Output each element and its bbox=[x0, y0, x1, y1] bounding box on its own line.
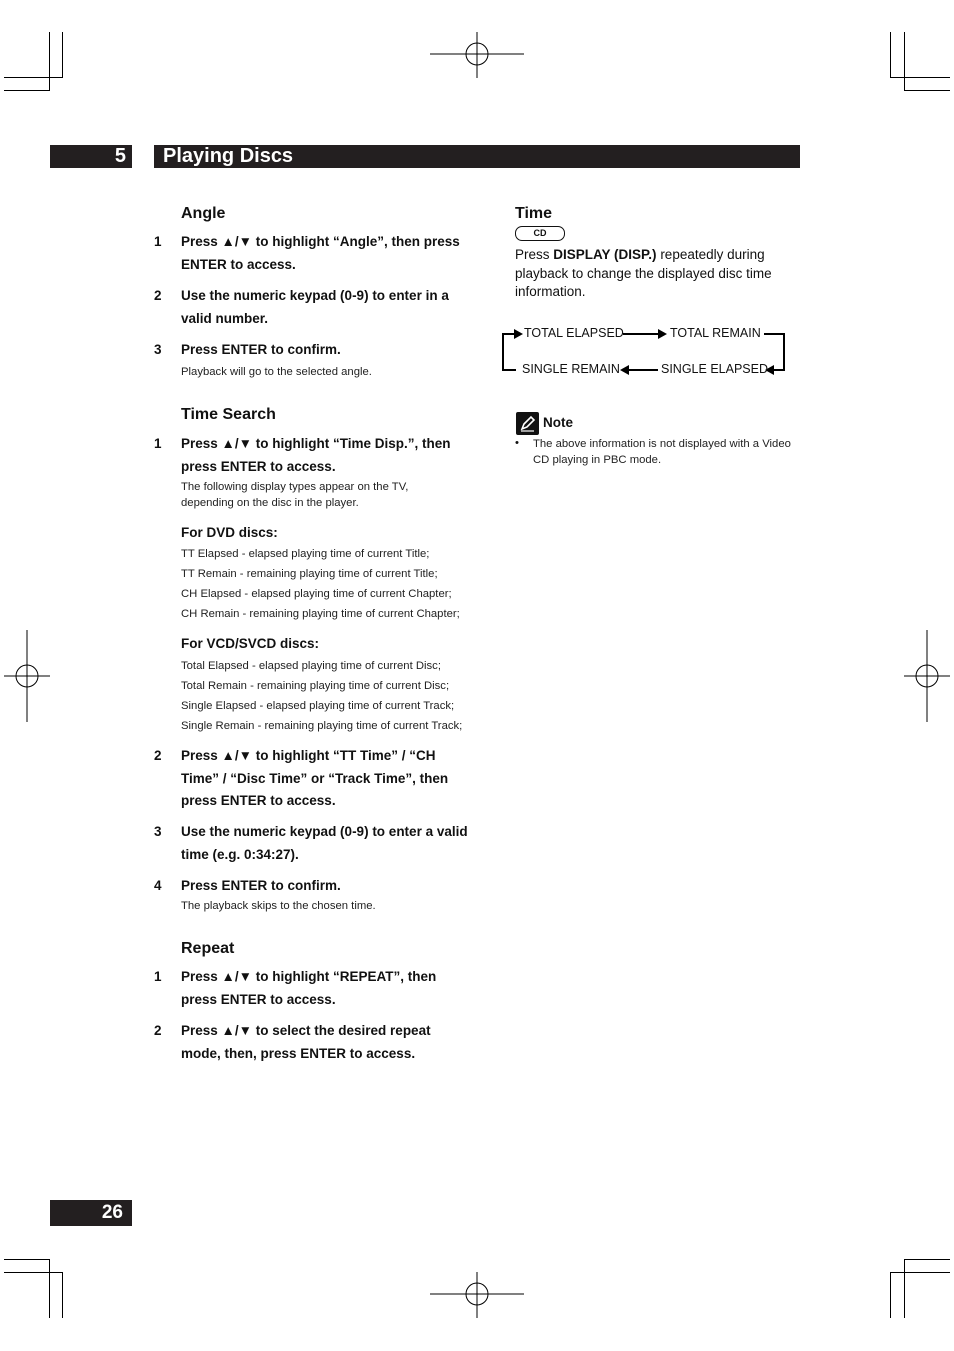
registration-mark-right bbox=[904, 630, 950, 722]
list-item: Single Remain - remaining playing time of current Track; bbox=[181, 720, 463, 732]
time-heading: Time bbox=[515, 205, 553, 222]
step-number: 1 bbox=[154, 234, 162, 249]
list-item: Total Elapsed - elapsed playing time of current Disc; bbox=[181, 660, 441, 672]
time-search-step-4-note: The playback skips to the chosen time. bbox=[181, 900, 376, 912]
list-item: CH Remain - remaining playing time of current Chapter; bbox=[181, 608, 460, 620]
vcd-display-types bbox=[181, 656, 462, 736]
chapter-title: Playing Discs bbox=[154, 145, 800, 168]
list-item: TT Remain - remaining playing time of current Title; bbox=[181, 568, 438, 580]
chapter-number: 5 bbox=[50, 145, 132, 168]
list-item: Single Elapsed - elapsed playing time of current Track; bbox=[181, 700, 455, 712]
label-total-remain: TOTAL REMAIN bbox=[670, 326, 761, 340]
angle-step-2: Use the numeric keypad (0-9) to enter in a valid number. bbox=[181, 288, 449, 326]
label-total-elapsed: TOTAL ELAPSED bbox=[524, 326, 624, 340]
pencil-icon bbox=[516, 412, 539, 435]
angle-step-3: Press ENTER to confirm. bbox=[181, 342, 341, 357]
time-search-step-1-note: The following display types appear on the TV, depending on the disc in the player. bbox=[181, 481, 409, 509]
angle-note: Playback will go to the selected angle. bbox=[181, 366, 372, 378]
vcd-discs-heading: For VCD/SVCD discs: bbox=[181, 636, 320, 651]
step-number: 2 bbox=[154, 748, 162, 763]
angle-step-1: Press ▲/▼ to highlight “Angle”, then press ENTER to access. bbox=[181, 234, 460, 272]
dvd-display-types bbox=[181, 544, 460, 624]
cd-badge: CD bbox=[515, 226, 565, 241]
angle-heading: Angle bbox=[181, 205, 226, 222]
list-item: CH Elapsed - elapsed playing time of current Chapter; bbox=[181, 588, 452, 600]
display-button-name: DISPLAY (DISP.) bbox=[553, 247, 657, 262]
time-search-step-4: Press ENTER to confirm. bbox=[181, 878, 341, 893]
time-search-heading: Time Search bbox=[181, 406, 276, 423]
step-number: 2 bbox=[154, 288, 162, 303]
note-bullet: • bbox=[515, 437, 519, 449]
list-item: Total Remain - remaining playing time of current Disc; bbox=[181, 680, 450, 692]
list-item: TT Elapsed - elapsed playing time of current Title; bbox=[181, 548, 430, 560]
repeat-step-2: Press ▲/▼ to select the desired repeat mode, then, press ENTER to access. bbox=[181, 1023, 431, 1061]
time-description-prefix: Press bbox=[515, 247, 554, 262]
time-description bbox=[515, 246, 800, 302]
registration-mark-bottom bbox=[430, 1272, 524, 1318]
label-single-elapsed: SINGLE ELAPSED bbox=[661, 362, 768, 376]
step-number: 4 bbox=[154, 878, 162, 893]
step-number: 1 bbox=[154, 969, 162, 984]
time-search-step-1: Press ▲/▼ to highlight “Time Disp.”, then press ENTER to access. bbox=[181, 436, 451, 474]
step-number: 3 bbox=[154, 824, 162, 839]
page-number: 26 bbox=[50, 1200, 132, 1226]
step-number: 1 bbox=[154, 436, 162, 451]
repeat-step-1: Press ▲/▼ to highlight “REPEAT”, then press ENTER to access. bbox=[181, 969, 437, 1007]
label-single-remain: SINGLE REMAIN bbox=[522, 362, 620, 376]
repeat-heading: Repeat bbox=[181, 940, 235, 957]
step-number: 2 bbox=[154, 1023, 162, 1038]
registration-mark-left bbox=[4, 630, 50, 722]
dvd-discs-heading: For DVD discs: bbox=[181, 525, 278, 540]
time-description-suffix: repeatedly during playback to change the displayed disc time information. bbox=[515, 247, 772, 299]
time-search-step-3: Use the numeric keypad (0-9) to enter a valid time (e.g. 0:34:27). bbox=[181, 824, 468, 862]
step-number: 3 bbox=[154, 342, 162, 357]
registration-mark-top bbox=[430, 32, 524, 78]
note-heading: Note bbox=[543, 415, 573, 430]
note-text: The above information is not displayed with a Video CD playing in PBC mode. bbox=[533, 438, 791, 466]
time-search-step-2: Press ▲/▼ to highlight “TT Time” / “CH Time” / “Disc Time” or “Track Time”, then press ENTER to access. bbox=[181, 748, 449, 808]
